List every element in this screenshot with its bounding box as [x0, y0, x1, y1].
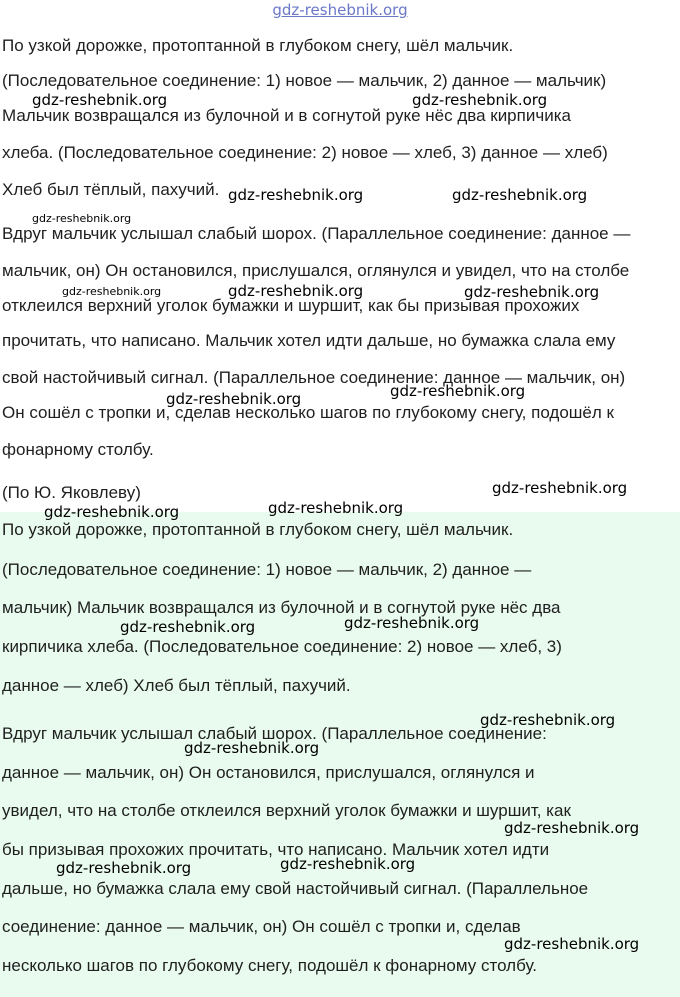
watermark: gdz-reshebnik.org	[344, 614, 480, 632]
text-line: данное — хлеб) Хлеб был тёплый, пахучий.	[2, 676, 351, 695]
text-line: Мальчик возвращался из булочной и в согнутой руке нёс два кирпичика	[2, 106, 571, 125]
text-line: увидел, что на столбе отклеился верхний уголок бумажки и шуршит, как	[2, 801, 571, 820]
watermark: gdz-reshebnik.org	[504, 935, 640, 953]
watermark: gdz-reshebnik.org	[184, 739, 320, 757]
watermark: gdz-reshebnik.org	[32, 91, 168, 109]
watermark: gdz-reshebnik.org	[228, 282, 364, 300]
text-line: Вдруг мальчик услышал слабый шорох. (Параллельное соединение: данное —	[2, 224, 631, 243]
text-line: прочитать, что написано. Мальчик хотел идти дальше, но бумажка слала ему	[2, 331, 616, 350]
watermark: gdz-reshebnik.org	[280, 855, 416, 873]
watermark: gdz-reshebnik.org	[492, 479, 628, 497]
watermark: gdz-reshebnik.org	[62, 285, 162, 298]
watermark: gdz-reshebnik.org	[452, 186, 588, 204]
watermark: gdz-reshebnik.org	[504, 819, 640, 837]
text-line: (Последовательное соединение: 1) новое — мальчик, 2) данное —	[2, 560, 532, 579]
text-line: По узкой дорожке, протоптанной в глубоком снегу, шёл мальчик.	[2, 36, 514, 55]
watermark: gdz-reshebnik.org	[412, 91, 548, 109]
text-line: Хлеб был тёплый, пахучий.	[2, 180, 220, 199]
text-line: По узкой дорожке, протоптанной в глубоком снегу, шёл мальчик.	[2, 520, 514, 539]
watermark: gdz-reshebnik.org	[480, 711, 616, 729]
text-line: (Последовательное соединение: 1) новое — мальчик, 2) данное — мальчик)	[2, 71, 607, 90]
site-link[interactable]: gdz-reshebnik.org	[272, 1, 408, 19]
watermark: gdz-reshebnik.org	[228, 186, 364, 204]
citation: (По Ю. Яковлеву)	[2, 483, 141, 502]
text-line: Он сошёл с тропки и, сделав несколько шагов по глубокому снегу, подошёл к	[2, 403, 614, 422]
text-line: соединение: данное — мальчик, он) Он сошёл с тропки и, сделав	[2, 917, 521, 936]
text-line: фонарному столбу.	[2, 440, 154, 459]
watermark: gdz-reshebnik.org	[390, 382, 526, 400]
text-line: свой настойчивый сигнал. (Параллельное соединение: данное — мальчик, он)	[2, 368, 626, 387]
text-line: отклеился верхний уголок бумажки и шуршит, как бы призывая прохожих	[2, 296, 580, 315]
text-line: Вдруг мальчик услышал слабый шорох. (Параллельное соединение:	[2, 724, 547, 743]
text-line: хлеба. (Последовательное соединение: 2) новое — хлеб, 3) данное — хлеб)	[2, 143, 608, 162]
watermark: gdz-reshebnik.org	[166, 390, 302, 408]
text-line: дальше, но бумажка слала ему свой настойчивый сигнал. (Параллельное	[2, 879, 589, 898]
text-line: мальчик) Мальчик возвращался из булочной и в согнутой руке нёс два	[2, 598, 561, 617]
text-line: мальчик, он) Он остановился, прислушался, оглянулся и увидел, что на столбе	[2, 261, 630, 280]
watermark: gdz-reshebnik.org	[268, 499, 404, 517]
text-line: данное — мальчик, он) Он остановился, прислушался, оглянулся и	[2, 763, 535, 782]
text-line: кирпичика хлеба. (Последовательное соединение: 2) новое — хлеб, 3)	[2, 637, 562, 656]
text-line: бы призывая прохожих прочитать, что написано. Мальчик хотел идти	[2, 840, 550, 859]
watermark: gdz-reshebnik.org	[56, 859, 192, 877]
watermark: gdz-reshebnik.org	[464, 283, 600, 301]
text-line: несколько шагов по глубокому снегу, подошёл к фонарному столбу.	[2, 956, 537, 975]
watermark: gdz-reshebnik.org	[44, 503, 180, 521]
watermark: gdz-reshebnik.org	[120, 618, 256, 636]
watermark: gdz-reshebnik.org	[32, 212, 132, 225]
